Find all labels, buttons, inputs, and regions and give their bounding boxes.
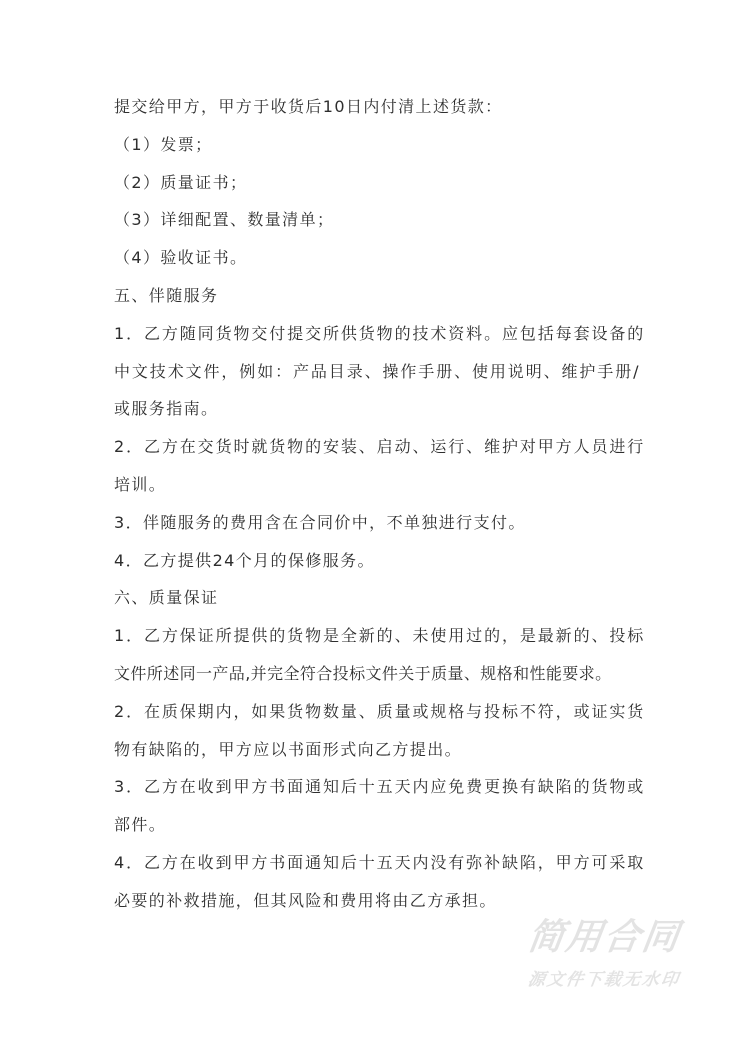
clause-6-1-line-1: 1．乙方保证所提供的货物是全新的、未使用过的，是最新的、投标	[114, 626, 646, 646]
watermark-title: 简用合同	[525, 917, 683, 958]
clause-6-4-line-2: 必要的补救措施，但其风险和费用将由乙方承担。	[114, 890, 497, 910]
list-item-quality-certificate: （2）质量证书；	[114, 172, 248, 192]
clause-6-2-line-2: 物有缺陷的，甲方应以书面形式向乙方提出。	[114, 739, 463, 759]
clause-5-1-line-1: 1．乙方随同货物交付提交所供货物的技术资料。应包括每套设备的	[114, 323, 646, 343]
clause-5-1-line-2: 中文技术文件，例如：产品目录、操作手册、使用说明、维护手册/	[114, 361, 641, 381]
section-heading-quality-assurance: 六、质量保证	[114, 588, 219, 608]
clause-6-1-line-2: 文件所述同一产品,并完全符合投标文件关于质量、规格和性能要求。	[114, 663, 612, 683]
clause-5-1-line-3: 或服务指南。	[114, 399, 219, 419]
clause-5-3: 3．伴随服务的费用含在合同价中，不单独进行支付。	[114, 512, 526, 532]
list-item-configuration-list: （3）详细配置、数量清单；	[114, 210, 335, 230]
clause-5-2-line-2: 培训。	[114, 474, 167, 494]
section-heading-accompanying-services: 五、伴随服务	[114, 285, 219, 305]
clause-5-2-line-1: 2．乙方在交货时就货物的安装、启动、运行、维护对甲方人员进行	[114, 437, 646, 457]
paragraph-line-payment-terms: 提交给甲方，甲方于收货后10日内付清上述货款：	[114, 97, 503, 116]
clause-6-4-line-1: 4．乙方在收到甲方书面通知后十五天内没有弥补缺陷，甲方可采取	[114, 852, 646, 872]
clause-6-2-line-1: 2．在质保期内，如果货物数量、质量或规格与投标不符，或证实货	[114, 701, 646, 721]
clause-6-3-line-2: 部件。	[114, 815, 167, 835]
watermark-subtitle: 源文件下载无水印	[526, 970, 682, 990]
list-item-acceptance-certificate: （4）验收证书。	[114, 248, 248, 268]
watermark	[514, 918, 694, 990]
document-body	[114, 96, 646, 928]
list-item-invoice: （1）发票；	[114, 134, 213, 154]
clause-6-3-line-1: 3．乙方在收到甲方书面通知后十五天内应免费更换有缺陷的货物或	[114, 777, 646, 797]
clause-5-4: 4．乙方提供24个月的保修服务。	[114, 550, 375, 570]
